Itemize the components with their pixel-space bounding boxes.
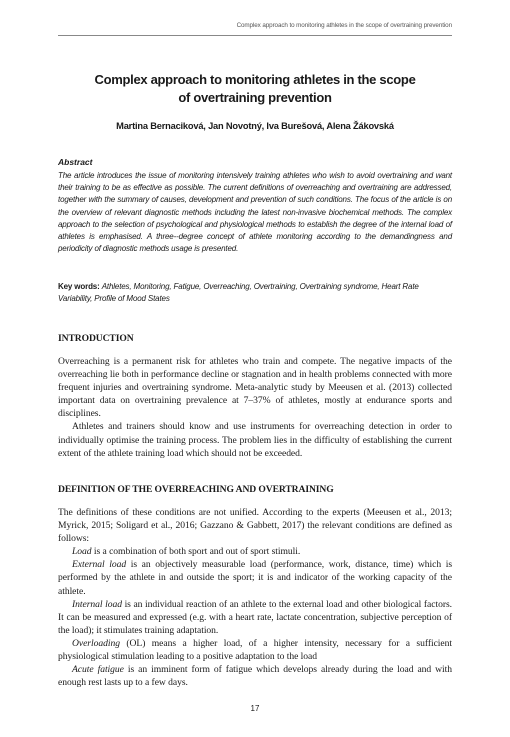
page-number: 17 (250, 704, 260, 713)
definition-body (58, 506, 452, 689)
definition-text: is a combination of both sport and out of sport stimuli. (91, 546, 301, 558)
article-title (58, 71, 452, 107)
definition-item (58, 637, 452, 663)
definition-heading: DEFINITION OF THE OVERREACHING AND OVERTRAINING (58, 484, 334, 495)
keywords-label: Key words: (58, 282, 100, 291)
abstract-heading: Abstract (58, 157, 93, 167)
abstract-text: The article introduces the issue of monitoring intensively training athletes who wish to avoid overtraining and want their training to be as effective as possible. The current definitions of overreaching and overtraining are addressed, together with the summary of causes, development and prevention of such conditions. The focus of the article is on the overview of relevant diagnostic methods including the latest non-invasive biochemical methods. The complex approach to the selection of psychological and physiological methods to establish the degree of the internal load of athletes is emphasised. A three--degree concept of athlete monitoring according to the demandingness and periodicity of diagnostic methods usage is presented. (58, 171, 452, 254)
definition-item (58, 545, 452, 558)
running-header: Complex approach to monitoring athletes in the scope of overtraining prevention (236, 22, 452, 29)
definition-text: is an individual reaction of an athlete to the external load and other biological factors. It can be measured and expressed (e.g. with a heart rate, lactate concentration, subjective perception of the load); it stimulates training adaptation. (58, 598, 452, 636)
introduction-heading: INTRODUCTION (58, 333, 134, 344)
header-rule (58, 35, 452, 36)
definition-item (58, 598, 452, 637)
definition-term: Acute fatigue (72, 664, 124, 676)
introduction-paragraph-1: Overreaching is a permanent risk for athletes who train and compete. The negative impacts of the overreaching lie both in performance decline or stagnation and in health problems connected with more frequent injuries and overtraining syndrome. Meta-analytic study by Meeusen et al. (2013) collected important data on overtraining prevalence at 7–37% of athletes, mostly at endurance sports and disciplines. (58, 356, 452, 420)
introduction-body (58, 355, 452, 460)
definition-item (58, 558, 452, 597)
definition-text: is an imminent form of fatigue which develops already during the load and with enough rest lasts up to a few days. (58, 664, 453, 689)
definition-text: (OL) means a higher load, of a higher intensity, necessary for a sufficient physiological stimulation leading to a positive adaptation to the load (58, 637, 452, 663)
title-line-1: Complex approach to monitoring athletes in the scope (94, 72, 416, 87)
definition-term: External load (72, 559, 127, 571)
introduction-paragraph-2: Athletes and trainers should know and use instruments for overreaching detection in order to individually optimise the training process. The problem lies in the difficulty of establishing the current extent of the athlete training load which should not be exceeded. (58, 421, 452, 459)
definition-term: Overloading (72, 637, 120, 649)
keywords (58, 281, 452, 305)
authors: Martina Bernaciková, Jan Novotný, Iva Burešová, Alena Žákovská (116, 121, 394, 131)
title-line-2: of overtraining prevention (178, 90, 332, 105)
keywords-text: Athletes, Monitoring, Fatigue, Overreaching, Overtraining, Overtraining syndrome, Heart Rate Variability, Profile of Mood States (58, 282, 419, 304)
definition-item (58, 663, 452, 689)
definition-term: Load (72, 546, 92, 558)
definition-text: is an objectively measurable load (performance, work, distance, time) which is performed by the athlete in and outside the sport; it is and indicator of the working capacity of the athlete. (58, 559, 453, 597)
definition-intro: The definitions of these conditions are not unified. According to the experts (Meeusen et al., 2013; Myrick, 2015; Soligard et al., 2016; Gazzano & Gabbett, 2017) the relevant conditions are defined as follows: (58, 507, 452, 545)
definition-term: Internal load (72, 598, 122, 610)
